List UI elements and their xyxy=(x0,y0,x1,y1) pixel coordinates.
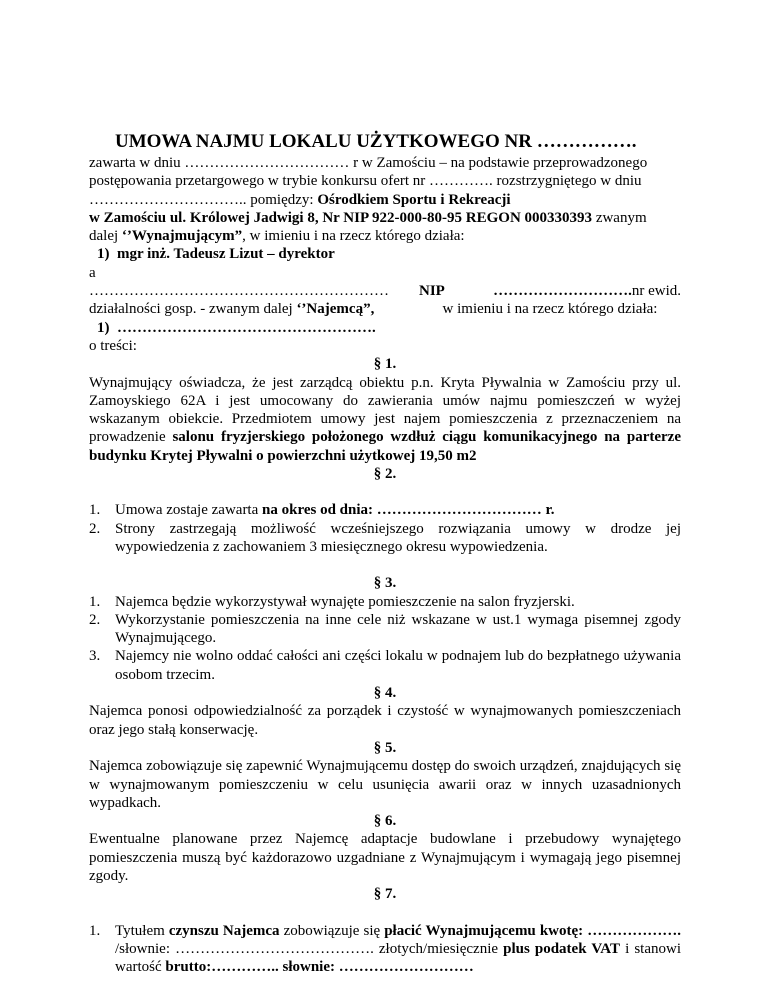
conjunction-a: a xyxy=(89,264,96,281)
tenant-row-2 xyxy=(89,300,681,318)
rent-text-2: czynszu Najemca xyxy=(168,922,280,939)
list-item xyxy=(89,611,681,648)
document-title: UMOWA NAJMU LOKALU UŻYTKOWEGO NR ……………. xyxy=(115,131,637,152)
landlord-representative xyxy=(89,245,681,263)
landlord-alias: ‘’Wynajmującym” xyxy=(121,228,243,245)
item-text: Strony zastrzegają możliwość wcześniejszego rozwiązania umowy w drodze jej wypowiedzenia z zachowaniem 3 miesięcznego okresu wypowiedzenia. xyxy=(115,520,681,555)
section-7-heading: § 7. xyxy=(373,886,397,903)
landlord-name: Ośrodkiem Sportu i Rekreacji xyxy=(317,191,511,208)
item-text: Najemcy nie wolno oddać całości ani części lokalu w podnajem lub do bezpłatnego używania osobom trzecim. xyxy=(115,648,681,683)
tenant-nip xyxy=(419,282,681,300)
item-number: 1. xyxy=(89,922,101,939)
section-6-heading: § 6. xyxy=(373,813,397,830)
section-1-heading: § 1. xyxy=(373,356,397,373)
rent-text-7: i stanowi wartość xyxy=(115,940,681,976)
item-number: 3. xyxy=(89,648,101,665)
tenant-row-1 xyxy=(89,282,681,300)
tenant-business: działalności gosp. - zwanym dalej xyxy=(89,301,297,318)
tenant-name-dots: …………………………………………………… xyxy=(89,283,389,300)
intro-line-1: zawarta w dniu …………………………… r w Zamościu – na podstawie przeprowadzonego xyxy=(89,155,648,171)
tenant-representative xyxy=(89,319,681,337)
tenant-rep-dots: ……………………………………………. xyxy=(117,319,376,336)
landlord-address: w Zamościu ul. Królowej Jadwigi 8, Nr NIP 922-000-80-95 REGON 000330393 xyxy=(89,209,593,226)
list-item xyxy=(89,593,681,611)
tenant-alias: ‘’Najemcą”, xyxy=(296,301,375,318)
section-6-text: Ewentualne planowane przez Najemcę adaptacje budowlane i przebudowy wynajętego pomieszczenia muszą być każdorazowo uzgadniane z Wynajmującym i wymagają jego pisemnej zgody. xyxy=(89,831,681,884)
item-bold: na okres od dnia: …………………………… r. xyxy=(262,502,555,519)
rent-gross: brutto:………….. słownie: ……………………… xyxy=(165,959,474,976)
list-item xyxy=(89,501,681,519)
item-number: 1. xyxy=(89,502,101,519)
tenant-line-2 xyxy=(89,300,419,318)
item-number: 1. xyxy=(89,593,101,610)
list-item xyxy=(89,647,681,684)
intro-line-4 xyxy=(89,209,681,227)
tenant-rep-number: 1) xyxy=(97,319,110,336)
rent-vat: plus podatek VAT xyxy=(503,940,620,957)
rent-text-3: zobowiązuje się xyxy=(279,922,385,939)
section-4-heading: § 4. xyxy=(373,685,397,702)
intro-line-5 xyxy=(89,227,681,245)
contents-label: o treści: xyxy=(89,337,137,354)
rent-words: /słownie: …………………………………. złotych/miesięcznie xyxy=(115,940,504,957)
nip-ewid: nr ewid. xyxy=(631,283,681,300)
section-1-body: Wynajmujący oświadcza, że jest zarządcą obiektu p.n. Kryta Pływalnia w Zamościu przy ul. Zamoyskiego 62A i jest umocowany do zawierania umów najmu pomieszczeń w wyżej wskazanym obiekcie. Przedmiotem umowy jest najem pomieszczenia z przeznaczeniem na prowadzenie xyxy=(89,374,681,446)
document-page xyxy=(89,130,681,976)
item-text: Wykorzystanie pomieszczenia na inne cele niż wskazane w ust.1 wymaga pisemnej zgody Wynajmującego. xyxy=(115,611,681,647)
date-dots: ………………………….. pomiędzy: xyxy=(89,191,318,208)
intro-acting: , w imieniu i na rzecz którego działa: xyxy=(242,228,465,245)
tenant-acting: w imieniu i na rzecz którego działa: xyxy=(442,301,658,318)
list-item xyxy=(89,922,681,977)
intro-line-2: postępowania przetargowego w trybie konkursu ofert nr …………. rozstrzygniętego w dniu xyxy=(89,173,642,190)
nip-label: NIP xyxy=(419,283,445,300)
section-7-list xyxy=(89,922,681,977)
section-5-text: Najemca zobowiązuje się zapewnić Wynajmującemu dostęp do swoich urządzeń, znajdujących się w wynajmowanym pomieszczeniu w celu usunięcia awarii oraz w innych uzasadnionych wypadkach. xyxy=(89,758,681,811)
item-number: 2. xyxy=(89,611,101,628)
rep-name: mgr inż. Tadeusz Lizut – dyrektor xyxy=(117,246,335,263)
section-4-text: Najemca ponosi odpowiedzialność za porządek i czystość w wynajmowanych pomieszczeniach oraz jego stałą konserwację. xyxy=(89,703,681,738)
intro-line-3 xyxy=(89,191,681,209)
item-text: Najemca będzie wykorzystywał wynajęte pomieszczenie na salon fryzjerski. xyxy=(115,593,575,610)
section-2-list xyxy=(89,501,681,556)
rent-text-1: Tytułem xyxy=(115,922,169,939)
section-1-subject: salonu fryzjerskiego położonego wzdłuż ciągu komunikacyjnego na parterze budynku Krytej Pływalni o powierzchni użytkowej 19,50 m2 xyxy=(89,429,681,464)
list-item xyxy=(89,520,681,557)
section-2-heading: § 2. xyxy=(373,466,397,483)
intro-called: zwanym xyxy=(592,209,647,226)
section-1-text xyxy=(89,374,681,465)
rep-number: 1) xyxy=(97,246,110,263)
rent-amount: płacić Wynajmującemu kwotę: ………………. xyxy=(384,922,681,939)
section-3-list xyxy=(89,593,681,684)
intro-further: dalej xyxy=(89,228,122,245)
item-number: 2. xyxy=(89,520,101,537)
section-3-heading: § 3. xyxy=(373,575,397,592)
item-text: Umowa zostaje zawarta xyxy=(115,502,263,519)
nip-dots: ………………………. xyxy=(493,283,632,300)
section-5-heading: § 5. xyxy=(373,739,397,756)
